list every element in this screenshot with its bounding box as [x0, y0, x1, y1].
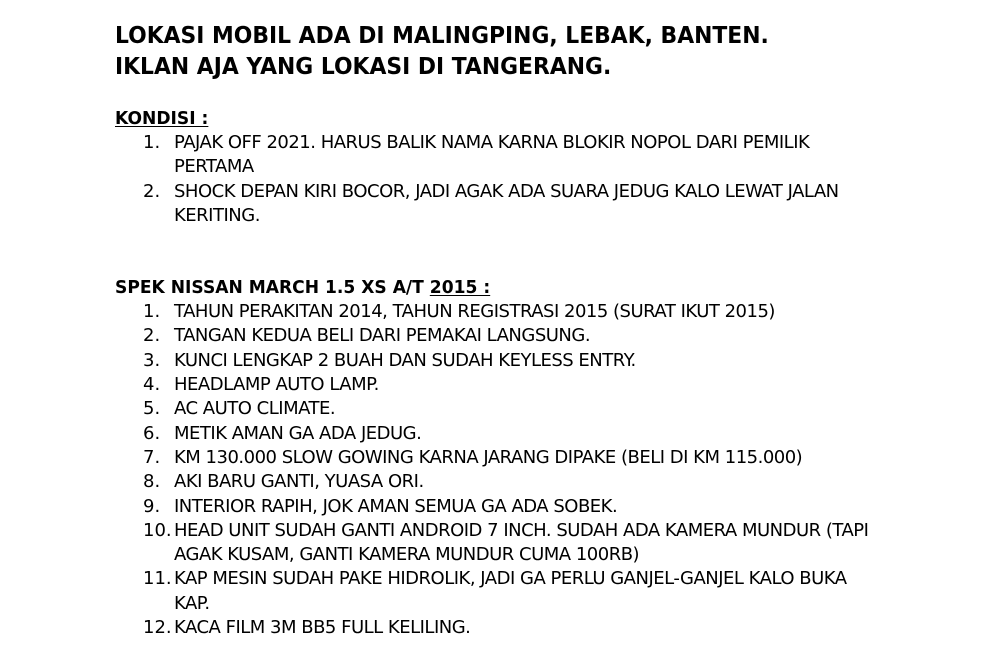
kondisi-heading — [115, 107, 894, 131]
spek-heading — [115, 276, 894, 300]
list-item-number: 2. — [143, 180, 161, 202]
list-item-text: INTERIOR RAPIH, JOK AMAN SEMUA GA ADA SOBEK. — [174, 495, 618, 517]
list-item-text: TAHUN PERAKITAN 2014, TAHUN REGISTRASI 2015 (SURAT IKUT 2015) — [174, 301, 775, 323]
list-item-text: HEADLAMP AUTO LAMP. — [174, 374, 379, 396]
list-item — [115, 131, 875, 180]
list-item-number: 2. — [143, 325, 161, 347]
list-item — [115, 567, 875, 616]
list-item-number: 6. — [143, 422, 161, 444]
list-item-number: 3. — [143, 349, 161, 371]
list-item-text: SHOCK DEPAN KIRI BOCOR, JADI AGAK ADA SUARA JEDUG KALO LEWAT JALAN KERITING. — [174, 180, 839, 226]
list-item-text: HEAD UNIT SUDAH GANTI ANDROID 7 INCH. SUDAH ADA KAMERA MUNDUR (TAPI AGAK KUSAM, GANTI KAMERA MUNDUR CUMA 100RB) — [174, 519, 869, 566]
list-item-number: 12. — [143, 617, 172, 639]
document-title — [115, 0, 894, 83]
list-item — [115, 470, 875, 494]
document-page — [115, 0, 935, 640]
list-item — [115, 373, 875, 397]
list-item — [115, 397, 875, 421]
list-item-text: PAJAK OFF 2021. HARUS BALIK NAMA KARNA BLOKIR NOPOL DARI PEMILIK PERTAMA — [174, 132, 810, 178]
spek-list — [115, 300, 875, 640]
list-item-text: KAP MESIN SUDAH PAKE HIDROLIK, JADI GA PERLU GANJEL-GANJEL KALO BUKA KAP. — [174, 568, 847, 614]
list-item-text: METIK AMAN GA ADA JEDUG. — [174, 422, 422, 444]
list-item — [115, 180, 875, 229]
list-item-number: 8. — [143, 471, 161, 493]
list-item — [115, 495, 875, 519]
list-item-number: 1. — [143, 301, 161, 323]
list-item — [115, 519, 875, 568]
spek-heading-prefix: SPEK NISSAN MARCH 1.5 XS A/T — [115, 277, 430, 299]
list-item-number: 4. — [143, 374, 161, 396]
list-item-number: 7. — [143, 446, 161, 468]
list-item-number: 11. — [143, 568, 172, 590]
list-item — [115, 324, 875, 348]
list-item — [115, 446, 875, 470]
list-item — [115, 616, 875, 640]
list-item-number: 1. — [143, 132, 161, 153]
list-item-text: AKI BARU GANTI, YUASA ORI. — [174, 471, 424, 493]
title-line-1: LOKASI MOBIL ADA DI MALINGPING, LEBAK, BANTEN. — [115, 23, 769, 49]
kondisi-heading-text: KONDISI : — [115, 108, 209, 129]
list-item-text: KUNCI LENGKAP 2 BUAH DAN SUDAH KEYLESS ENTRY. — [174, 349, 636, 371]
kondisi-list — [115, 131, 875, 228]
list-item-text: KACA FILM 3M BB5 FULL KELILING. — [174, 617, 471, 639]
spek-heading-year: 2015 : — [429, 277, 491, 299]
list-item-number: 9. — [143, 495, 161, 517]
list-item-number: 10. — [143, 519, 172, 541]
list-item — [115, 422, 875, 446]
title-line-2: IKLAN AJA YANG LOKASI DI TANGERANG. — [115, 54, 612, 80]
list-item-number: 5. — [143, 398, 161, 420]
list-item — [115, 349, 875, 373]
list-item-text: TANGAN KEDUA BELI DARI PEMAKAI LANGSUNG. — [174, 325, 591, 347]
list-item-text: KM 130.000 SLOW GOWING KARNA JARANG DIPAKE (BELI DI KM 115.000) — [174, 446, 803, 468]
list-item — [115, 300, 875, 324]
list-item-text: AC AUTO CLIMATE. — [174, 398, 336, 420]
